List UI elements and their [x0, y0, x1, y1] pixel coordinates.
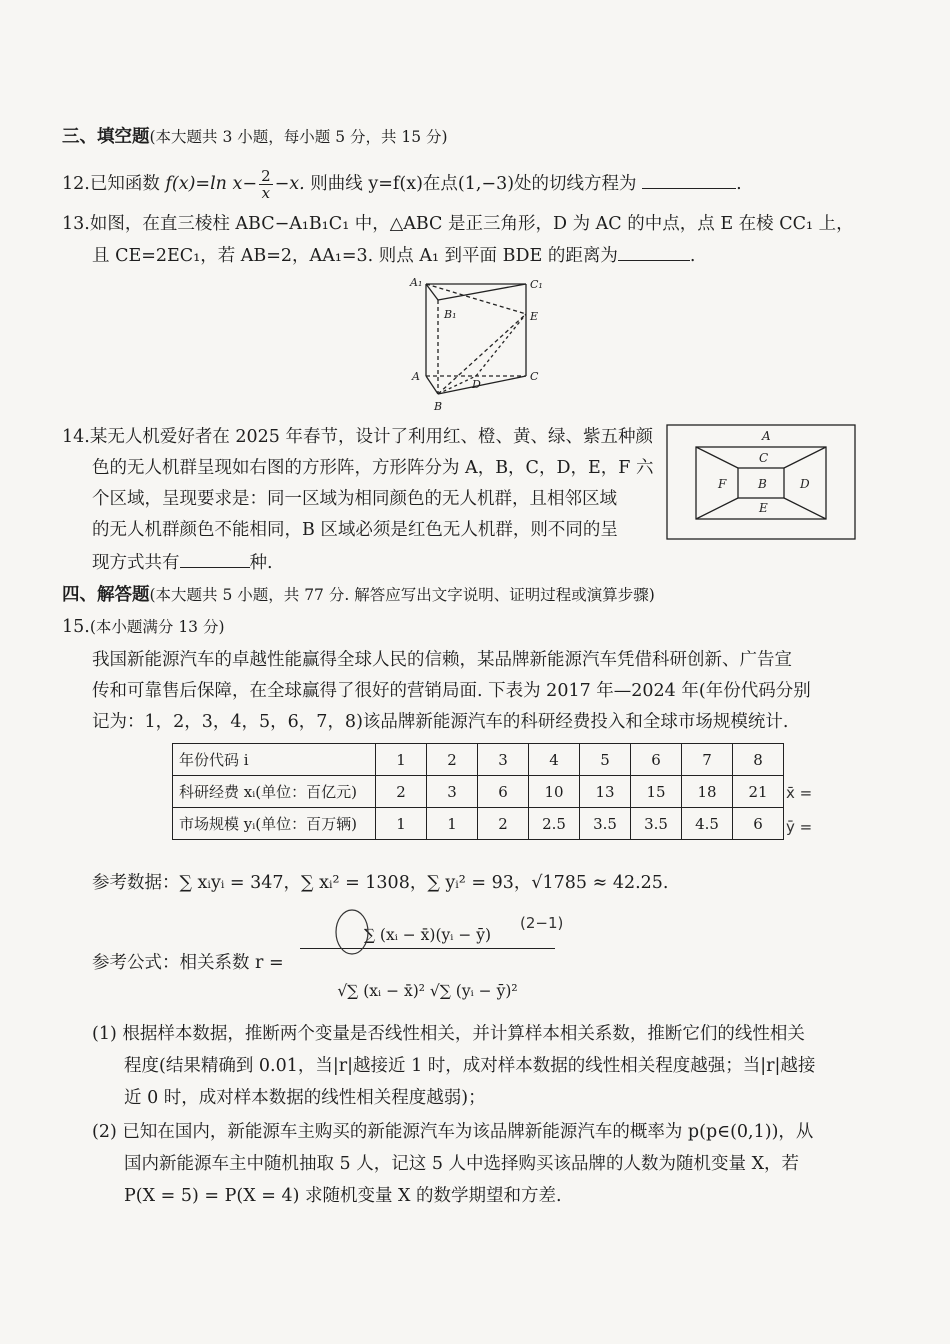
- table-cell: 6: [631, 744, 682, 776]
- row-label-market-size: 市场规模 yᵢ(单位：百万辆): [173, 808, 376, 840]
- handwritten-xbar: x̄ =: [786, 784, 813, 802]
- table-cell: 3.5: [580, 808, 631, 840]
- q15-part1-line1: [92, 1021, 805, 1047]
- q15-ref-data: 参考数据：∑ xᵢyᵢ = 347，∑ xᵢ² = 1308，∑ yᵢ² = 93，√1785 ≈ 42.25.: [92, 873, 669, 893]
- section3-header: [62, 124, 448, 150]
- q12-frac-num: 2: [261, 167, 271, 185]
- q13-answer-blank[interactable]: [618, 242, 690, 261]
- q14-line2: [92, 455, 653, 481]
- table-cell: 2: [376, 776, 427, 808]
- q14-line5: [92, 549, 273, 576]
- table-cell: 1: [376, 744, 427, 776]
- q15-part1-line2: [124, 1053, 815, 1079]
- table-cell: 2: [427, 744, 478, 776]
- q12-function: f(x)=ln x−: [165, 174, 258, 194]
- q12-suffix: 则曲线 y=f(x)在点(1,−3)处的切线方程为: [310, 174, 637, 194]
- edge-bc: [438, 376, 526, 394]
- q15-part2-text1: (2) 已知在国内，新能源车主购买的新能源汽车为该品牌新能源汽车的概率为 p(p∈(0,1))，从: [92, 1122, 814, 1142]
- q12-function-tail: −x.: [274, 174, 305, 194]
- q14-number: 14.: [62, 427, 90, 447]
- statistics-table: [172, 743, 784, 840]
- q15-reference-formula: [92, 950, 284, 976]
- section3-title: 三、填空题: [62, 127, 150, 147]
- table-row: [173, 776, 784, 808]
- q15-score: (本小题满分 13 分): [89, 618, 225, 636]
- q15-ref-formula-label: 参考公式：相关系数 r =: [92, 953, 284, 973]
- table-cell: 1: [427, 808, 478, 840]
- section4-header: [62, 582, 655, 608]
- q14-text2: 色的无人机群呈现如右图的方形阵，方形阵分为 A，B，C，D，E，F 六: [92, 458, 654, 478]
- diag-tr: [784, 447, 826, 468]
- q15-part2-text3: P(X = 5) = P(X = 4) 求随机变量 X 的数学期望和方差.: [124, 1186, 562, 1206]
- region-figure: [666, 424, 858, 542]
- q15-part2-text2: 国内新能源车主中随机抽取 5 人，记这 5 人中选择购买该品牌的人数为随机变量 X，若: [124, 1154, 800, 1174]
- label-a: A: [412, 370, 420, 383]
- region-label-e: E: [759, 501, 768, 515]
- q15-intro2: 传和可靠售后保障，在全球赢得了很好的营销局面. 下表为 2017 年—2024 年(年份代码分别: [92, 681, 811, 701]
- table-cell: 6: [478, 776, 529, 808]
- table-row: [173, 808, 784, 840]
- segment-de: [476, 314, 526, 376]
- q15-part2-line3: [124, 1183, 562, 1209]
- q14-last-prefix: 现方式共有: [92, 553, 180, 573]
- table-cell: 2.5: [529, 808, 580, 840]
- table-cell: 4: [529, 744, 580, 776]
- region-label-c: C: [759, 451, 769, 465]
- q13-line1: [62, 211, 854, 237]
- table-cell: 5: [580, 744, 631, 776]
- question-12: [62, 168, 742, 201]
- q15-header: [62, 614, 225, 640]
- table-cell: 6: [733, 808, 784, 840]
- q13-text2: 且 CE=2EC₁，若 AB=2，AA₁=3. 则点 A₁ 到平面 BDE 的距离为: [92, 246, 618, 266]
- table-cell: 3: [478, 744, 529, 776]
- table-cell: 8: [733, 744, 784, 776]
- q14-text3: 个区域，呈现要求是：同一区域为相同颜色的无人机群，且相邻区域: [92, 489, 617, 509]
- q12-number: 12.: [62, 174, 90, 194]
- formula-den-text: √∑ (xᵢ − x̄)² √∑ (yᵢ − ȳ)²: [337, 982, 518, 1000]
- q12-frac-den: x: [261, 184, 271, 202]
- table-cell: 3.5: [631, 808, 682, 840]
- region-label-f: F: [718, 477, 727, 491]
- table-row: [173, 744, 784, 776]
- q15-part1-text1: (1) 根据样本数据，推断两个变量是否线性相关，并计算样本相关系数，推断它们的线性相关: [92, 1024, 805, 1044]
- label-a1: A₁: [410, 276, 423, 289]
- handwritten-circle: [332, 906, 372, 958]
- section3-desc: (本大题共 3 小题，每小题 5 分，共 15 分): [149, 128, 448, 146]
- handwritten-scribble: (2−1): [520, 914, 564, 932]
- q15-part2-line1: [92, 1119, 813, 1145]
- table-cell: 15: [631, 776, 682, 808]
- table-cell: 21: [733, 776, 784, 808]
- q12-answer-blank[interactable]: [642, 170, 736, 189]
- q13-text1: 如图，在直三棱柱 ABC−A₁B₁C₁ 中，△ABC 是正三角形，D 为 AC 的中点，点 E 在棱 CC₁ 上，: [89, 214, 854, 234]
- q13-end: .: [689, 246, 696, 266]
- q15-intro-line2: [92, 678, 811, 704]
- q12-prefix: 已知函数: [89, 174, 160, 194]
- q15-intro3: 记为：1，2，3，4，5，6，7，8)该品牌新能源汽车的科研经费投入和全球市场规模统计.: [92, 712, 789, 732]
- region-label-a: A: [762, 429, 771, 443]
- q15-part1-text3: 近 0 时，成对样本数据的线性相关程度越弱)；: [124, 1088, 486, 1108]
- row-label-year-code: 年份代码 i: [173, 744, 376, 776]
- table-cell: 2: [478, 808, 529, 840]
- table-cell: 4.5: [682, 808, 733, 840]
- table-cell: 1: [376, 808, 427, 840]
- q14-line4: [92, 517, 618, 543]
- section4-desc: (本大题共 5 小题，共 77 分. 解答应写出文字说明、证明过程或演算步骤): [149, 586, 655, 604]
- label-e: E: [530, 310, 539, 323]
- q14-line3: [92, 486, 617, 512]
- label-c1: C₁: [530, 278, 543, 291]
- formula-denominator: [300, 978, 555, 1004]
- section4-title: 四、解答题: [62, 585, 150, 605]
- q13-number: 13.: [62, 214, 90, 234]
- prism-figure: [404, 274, 554, 420]
- table-cell: 18: [682, 776, 733, 808]
- edge-b1c1: [438, 284, 526, 300]
- edge-ab: [426, 376, 438, 394]
- region-label-d: D: [800, 477, 810, 491]
- segment-be: [438, 314, 526, 394]
- segment-bd: [438, 376, 476, 394]
- table-cell: 7: [682, 744, 733, 776]
- q15-reference-data: [92, 870, 669, 896]
- diag-bl: [696, 498, 738, 519]
- q14-last-suffix: 种.: [249, 553, 273, 573]
- table-cell: 10: [529, 776, 580, 808]
- q14-line1: [62, 424, 653, 450]
- q13-line2: [92, 242, 695, 269]
- label-b1: B₁: [444, 308, 457, 321]
- diag-tl: [696, 447, 738, 468]
- label-d: D: [472, 378, 481, 391]
- q14-answer-blank[interactable]: [180, 549, 250, 568]
- q15-intro-line3: [92, 709, 788, 735]
- table-cell: 3: [427, 776, 478, 808]
- q15-part2-line2: [124, 1151, 799, 1177]
- label-b: B: [434, 400, 443, 413]
- q14-text4: 的无人机群颜色不能相同，B 区域必须是红色无人机群，则不同的呈: [92, 520, 618, 540]
- q12-fraction: [259, 168, 273, 201]
- label-c: C: [530, 370, 539, 383]
- region-label-b: B: [758, 477, 767, 491]
- handwritten-ybar: ȳ =: [786, 818, 813, 836]
- row-label-research-funding: 科研经费 xᵢ(单位：百亿元): [173, 776, 376, 808]
- q15-number: 15.: [62, 617, 90, 637]
- table-cell: 13: [580, 776, 631, 808]
- diag-br: [784, 498, 826, 519]
- q15-intro1: 我国新能源汽车的卓越性能赢得全球人民的信赖，某品牌新能源汽车凭借科研创新、广告宣: [92, 650, 792, 670]
- q14-text1: 某无人机爱好者在 2025 年春节，设计了利用红、橙、黄、绿、紫五种颜: [89, 427, 654, 447]
- formula-num-text: ∑ (xᵢ − x̄)(yᵢ − ȳ): [363, 926, 492, 944]
- q15-intro-line1: [92, 647, 792, 673]
- q12-end: .: [736, 174, 742, 194]
- q15-part1-text2: 程度(结果精确到 0.01，当|r|越接近 1 时，成对样本数据的线性相关程度越强；当|r|越接: [124, 1056, 816, 1076]
- q15-part1-line3: [124, 1085, 486, 1111]
